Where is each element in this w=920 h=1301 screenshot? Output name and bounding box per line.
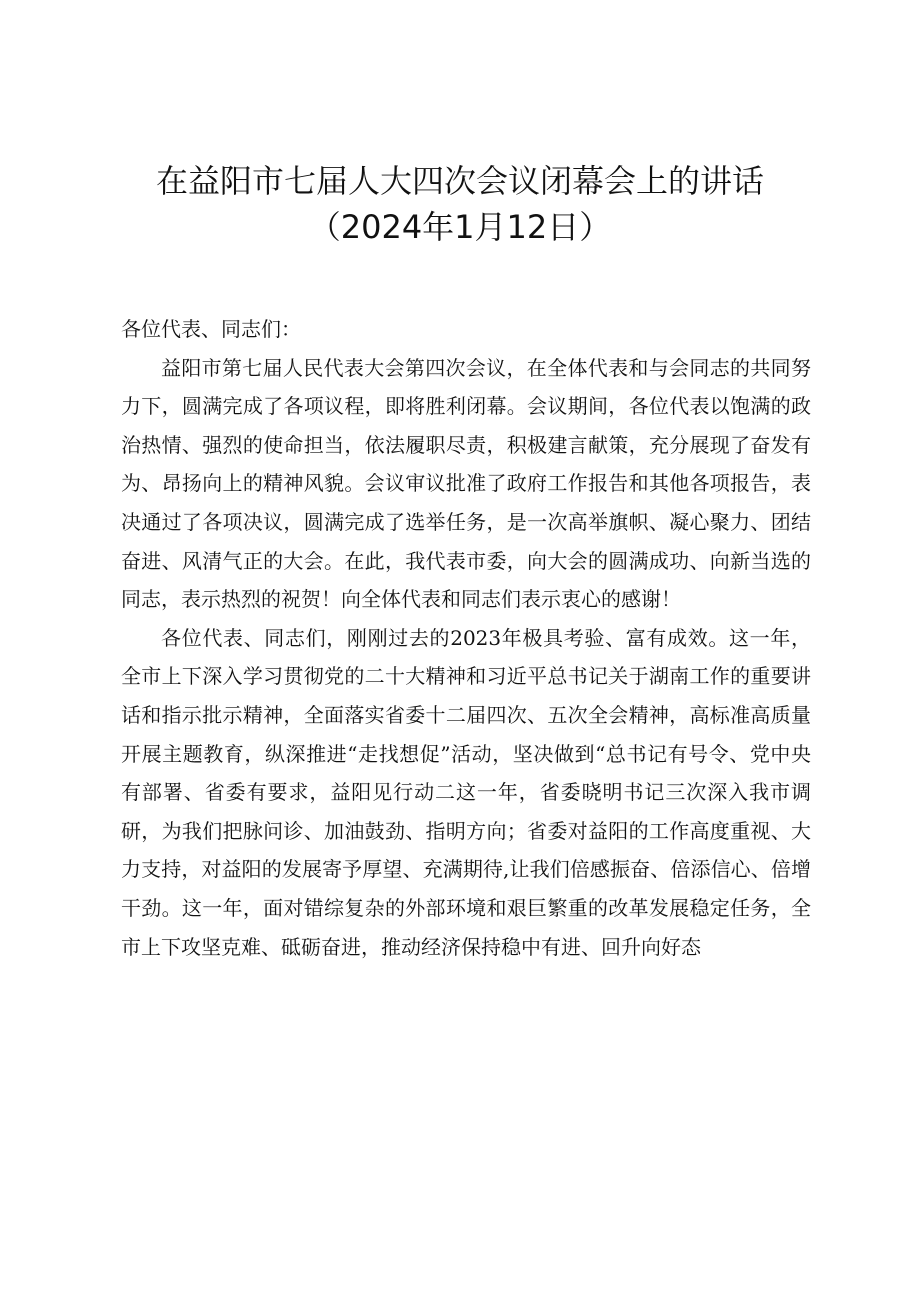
title-block (0, 158, 920, 250)
document-body (121, 310, 811, 966)
salutation: 各位代表、同志们： (121, 317, 301, 341)
paragraph: 各位代表、同志们，刚刚过去的2023年极具考验、富有成效。这一年，全市上下深入学习贯彻党的二十大精神和习近平总书记关于湖南工作的重要讲话和指示批示精神，全面落实省委十二届四次、五次全会精神，高标准高质量开展主题教育，纵深推进“走找想促”活动，坚决做到“总书记有号令、党中央有部署、省委有要求，益阳见行动二这一年，省委晓明书记三次深入我市调研，为我们把脉问诊、加油鼓劲、指明方向；省委对益阳的工作高度重视、大力支持，对益阳的发展寄予厚望、充满期待,让我们倍感振奋、倍添信心、倍增干劲。这一年，面对错综复杂的外部环境和艰巨繁重的改革发展稳定任务，全市上下攻坚克难、砥砺奋进，推动经济保持稳中有进、回升向好态 (121, 625, 811, 959)
document-date: （2024年1月12日） (308, 208, 612, 246)
document-title: 在益阳市七届人大四次会议闭幕会上的讲话 (155, 162, 764, 200)
paragraph: 益阳市第七届人民代表大会第四次会议，在全体代表和与会同志的共同努力下，圆满完成了各项议程，即将胜利闭幕。会议期间，各位代表以饱满的政治热情、强烈的使命担当，依法履职尽责，积极建言献策，充分展现了奋发有为、昂扬向上的精神风貌。会议审议批准了政府工作报告和其他各项报告，表决通过了各项决议，圆满完成了选举任务，是一次高举旗帜、凝心聚力、团结奋进、风清气正的大会。在此，我代表市委，向大会的圆满成功、向新当选的同志，表示热烈的祝贺！向全体代表和同志们表示衷心的感谢！ (121, 355, 811, 612)
